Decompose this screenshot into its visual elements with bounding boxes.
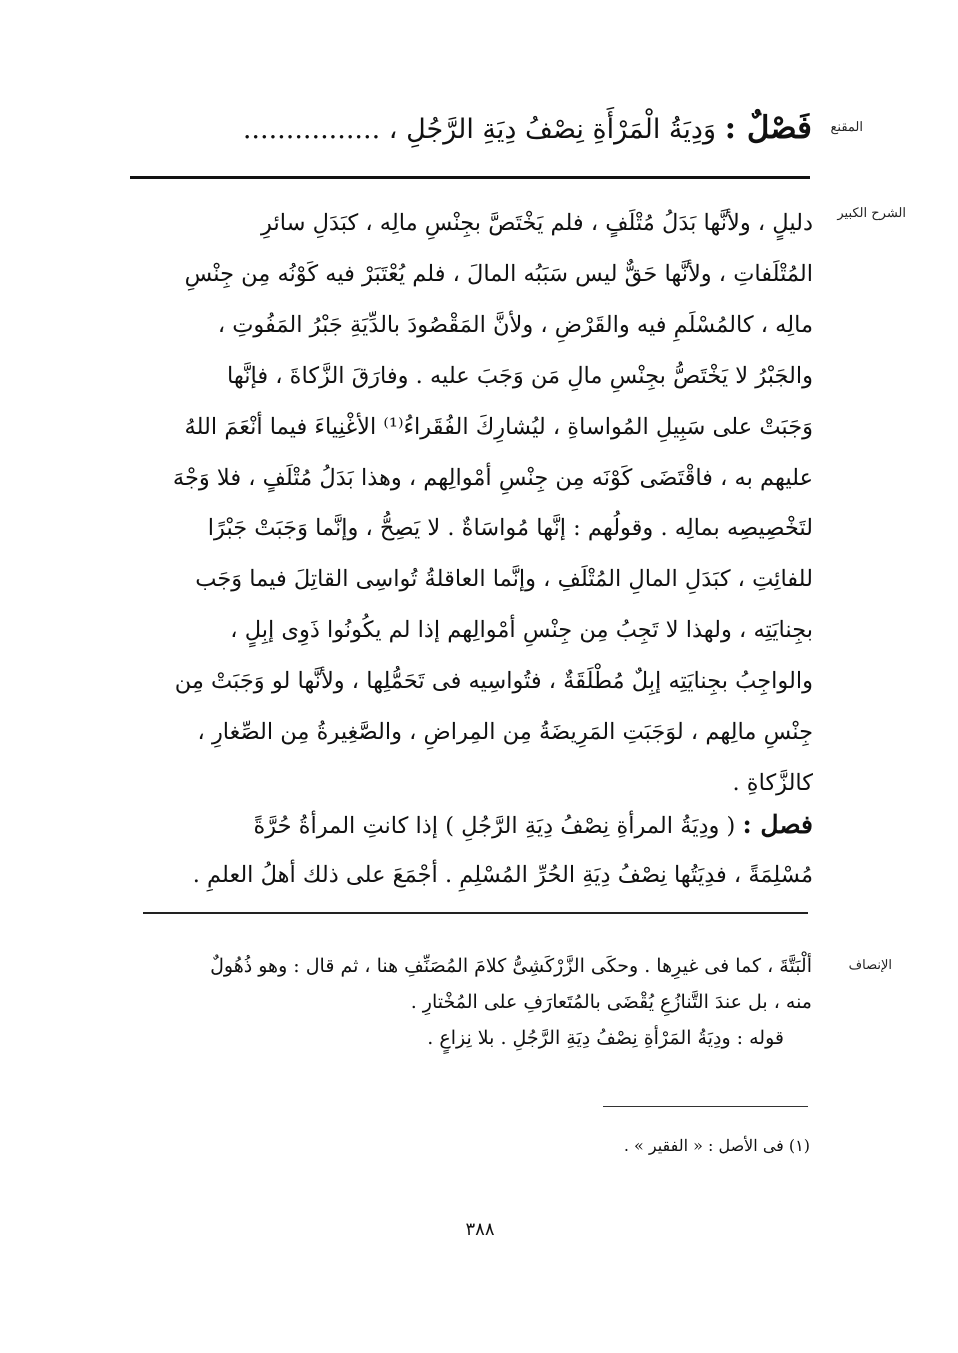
section-divider [143,912,808,914]
text-line: والواجِبُ بجِنايَتِه إبِلٌ مُطْلَقَةٌ ، فتُواسِيه فى تَحَمُّلِها ، ولأنَّها لو وَجَبَتْ مِن [174,668,813,695]
sharh-text [133,198,813,809]
footnote-rule [603,1106,808,1107]
footnote: (١) فى الأصل : « الفقير » . [623,1136,810,1155]
fasl-text-1: ( ودِيَةُ المرأةِ نِصْفُ دِيَةِ الرَّجُلِ ) إذا كانتِ المرأةُ حُرَّةً [253,813,736,839]
header-fasl: فَصْلٌ : [724,110,812,146]
insaf-text [138,948,812,1056]
header-dots: ................ [242,114,381,145]
fasl-heading: فصل : [742,810,813,839]
text-line: جِنْسِ مالِهم ، لوَجَبَتِ المَرِيضَةُ مِن المِراضِ ، والصَّغِيرةُ مِن الصِّغارِ ، [197,719,813,746]
text-line: عليهم به ، فاقْتَضَى كَوْنَه مِن جِنْسِ أمْوالِهم ، وهذا بَدَلُ مُتْلَفٍ ، فلا وَجْهَ [172,464,813,491]
header-rule [130,176,810,179]
fasl-section [133,800,813,900]
muqni-header [130,100,812,160]
text-line: والجَبْرُ لا يَخْتَصُّ بجِنْسِ مالِ مَن وَجَبَ عليه . وفارَقَ الزَّكاةَ ، فإنَّها [227,362,813,389]
text-line: وَجَبَتْ على سَبِيلِ المُواساةِ ، ليُشارِكَ الفُقَراءُ⁽¹⁾ الأغْنِياءَ فيما أنْعَمَ اللهُ [184,413,813,440]
text-line: لتَخْصِيصِه بمالِه . وقولُهم : إنَّها مُواسَاةٌ . لا يَصِحُّ ، وإنَّما وَجَبَتْ جَبْرًا [207,515,813,542]
page-number: ٣٨٨ [465,1219,495,1240]
insaf-line: منه ، بل عندَ التَّنازُعِ يُقْضَى بالمُتَعارَفِ على المُخْتارِ . [410,991,812,1013]
text-line: كالزَّكاةِ . [732,769,813,796]
insaf-line: ألْبَتَّةَ ، كما فى غيرِها . وحكَى الزَّرْكَشِىُّ كلامَ المُصَنِّفِ هنا ، ثم قال : وهو ذُهُولٌ [210,955,812,977]
text-line: للفائِتِ ، كبَدَلِ المالِ المُتْلَفِ ، وإنَّما العاقلةُ تُواسِى القاتِلَ فيما وَجَب [195,566,813,593]
fasl-line-1 [133,800,813,851]
label-insaf: الإنصاف [848,958,892,973]
label-muqni: المقنع [830,120,863,135]
text-line: المُتْلَفاتِ ، ولأنَّها حَقٌّ ليس سَبَبُه المالَ ، فلم يُعْتَبَرْ فيه كَوْنُه مِن جِنْسِ [184,260,813,287]
label-sharh-kabir: الشرح الكبير [837,206,906,221]
insaf-line: قوله : ودِيَةُ المَرْأةِ نِصْفُ دِيَةِ الرَّجُلِ . بلا نِزاعٍ . [427,1027,784,1049]
header-text: وَدِيَةُ الْمَرْأَةِ نِصْفُ دِيَةِ الرَّجُلِ ، [388,114,716,145]
text-line: بجِنايَتِه ، ولهذا لا تَجِبُ مِن جِنْسِ أمْوالِهم إذا لم يكُونُوا ذَوِى إبِلٍ ، [230,617,813,644]
fasl-line-2: مُسْلِمَةً ، فدِيَتُها نِصْفُ دِيَةِ الحُرِّ المُسْلِمِ . أجْمَعَ على ذلك أهلُ العلمِ . [192,862,813,888]
text-line: دليلٍ ، ولأنَّها بَدَلُ مُتْلَفٍ ، فلم يَخْتَصَّ بجِنْسِ مالِه ، كبَدَلِ سائرِ [261,210,813,236]
text-line: مالِه ، كالمُسْلَمِ فيه والقَرْضِ ، ولأنَّ المَقْصُودَ بالدِّيَةِ جَبْرُ المَفُوتِ ، [217,311,813,338]
